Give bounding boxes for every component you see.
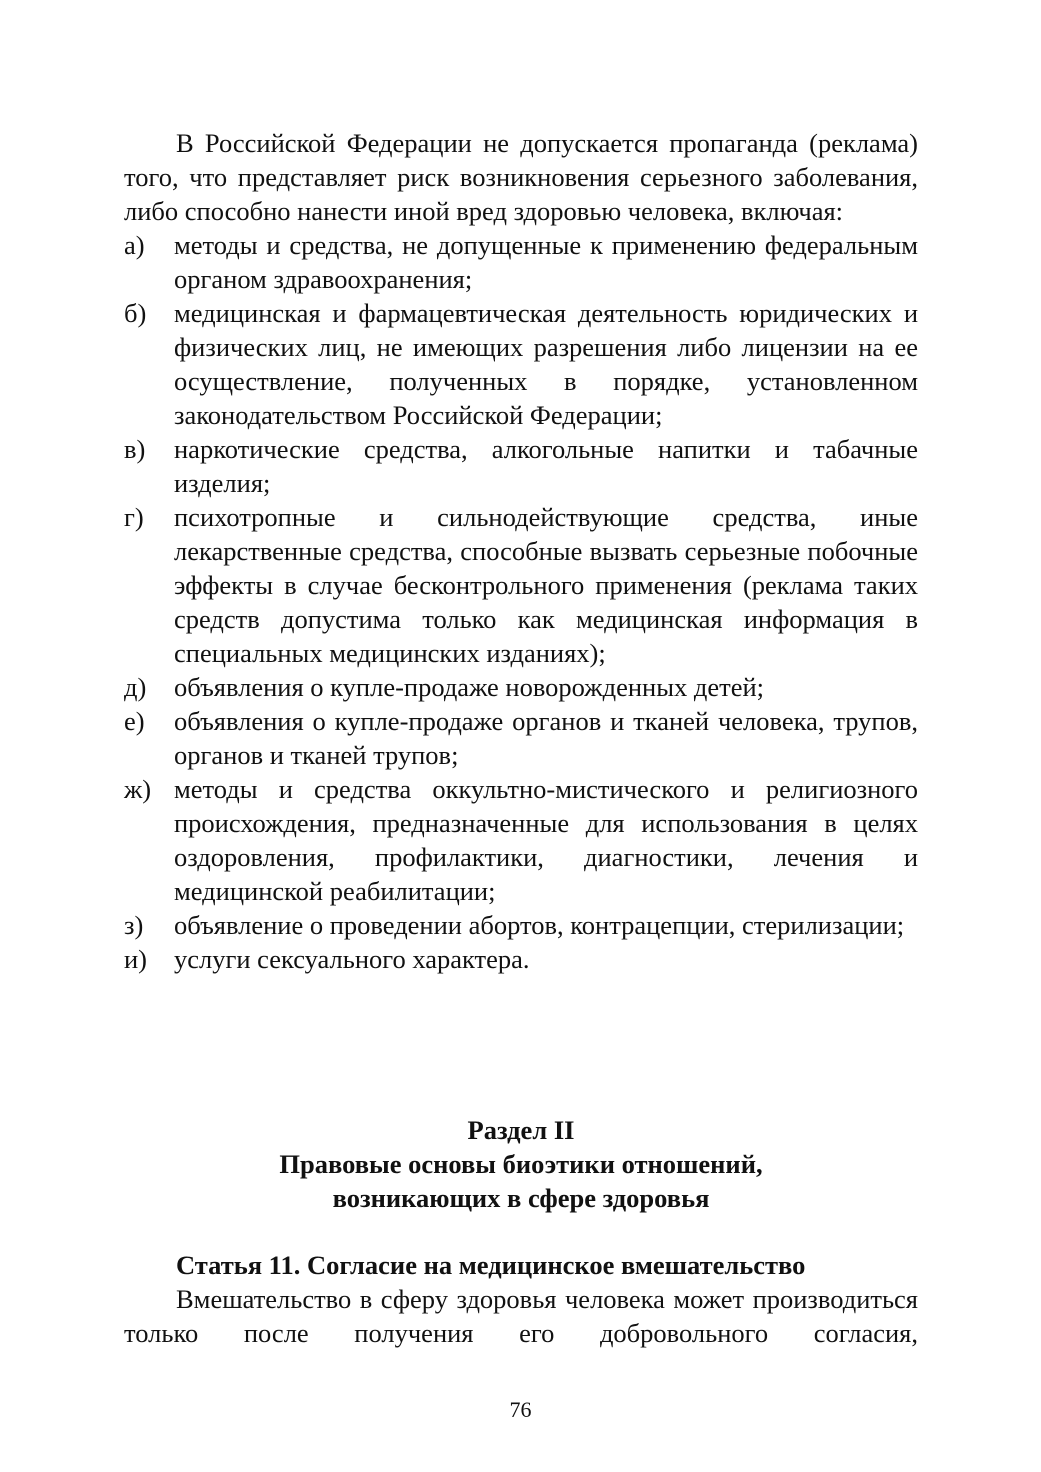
list-item-marker: е) [124, 706, 145, 736]
body-text [124, 126, 918, 976]
list-item-marker: з) [124, 910, 144, 940]
section-label: Раздел II [467, 1115, 575, 1145]
section-title-line-2: возникающих в сфере здоровья [332, 1183, 710, 1213]
list-item [124, 500, 918, 670]
list-item-text: наркотические средства, алкогольные напитки и табачные изделия; [174, 434, 918, 498]
list-item [124, 228, 918, 296]
list-item [124, 670, 918, 704]
list-item-marker: б) [124, 298, 147, 328]
list-item-text: услуги сексуального характера. [174, 944, 530, 974]
list-item-text: психотропные и сильнодействующие средства, иные лекарственные средства, способные вызвать серьезные побочные эффекты в случае бесконтрольного применения (реклама таких средств допустима только как медицинская информация в специальных медицинских изданиях); [174, 502, 918, 668]
intro-paragraph: В Российской Федерации не допускается пропаганда (реклама) того, что представляет риск возникновения серьезного заболевания, либо способно нанести иной вред здоровью человека, включая: [124, 128, 918, 226]
list-item [124, 772, 918, 908]
section-title-line-1: Правовые основы биоэтики отношений, [279, 1149, 763, 1179]
list-item [124, 942, 918, 976]
page-number: 76 [509, 1397, 532, 1422]
list-item [124, 432, 918, 500]
list-item-marker: и) [124, 944, 148, 974]
article-paragraph: Вмешательство в сферу здоровья человека может производиться только после получения его добровольного согласия, [124, 1284, 918, 1348]
list-item-marker: ж) [124, 774, 152, 804]
list-item-text: объявления о купле-продаже новорожденных детей; [174, 672, 765, 702]
list-item-text: объявления о купле-продаже органов и тканей человека, трупов, органов и тканей трупов; [174, 706, 918, 770]
list-item-text: медицинская и фармацевтическая деятельность юридических и физических лиц, не имеющих разрешения либо лицензии на ее осуществление, полученных в порядке, установленном законодательством Российской Федерации; [174, 298, 918, 430]
article-title: Статья 11. Согласие на медицинское вмешательство [176, 1250, 806, 1280]
list-item-marker: в) [124, 434, 146, 464]
list-item-marker: а) [124, 230, 145, 260]
list-item-text: методы и средства оккультно-мистического и религиозного происхождения, предназначенные для использования в целях оздоровления, профилактики, диагностики, лечения и медицинской реабилитации; [174, 774, 918, 906]
list-item-text: методы и средства, не допущенные к применению федеральным органом здравоохранения; [174, 230, 918, 294]
list-item [124, 296, 918, 432]
list-item-text: объявление о проведении абортов, контрацепции, стерилизации; [174, 910, 905, 940]
prohibited-advertising-list [124, 228, 918, 976]
list-item [124, 704, 918, 772]
list-item [124, 908, 918, 942]
section-heading [124, 1113, 918, 1215]
list-item-marker: г) [124, 502, 144, 532]
list-item-marker: д) [124, 672, 147, 702]
article [124, 1248, 918, 1350]
